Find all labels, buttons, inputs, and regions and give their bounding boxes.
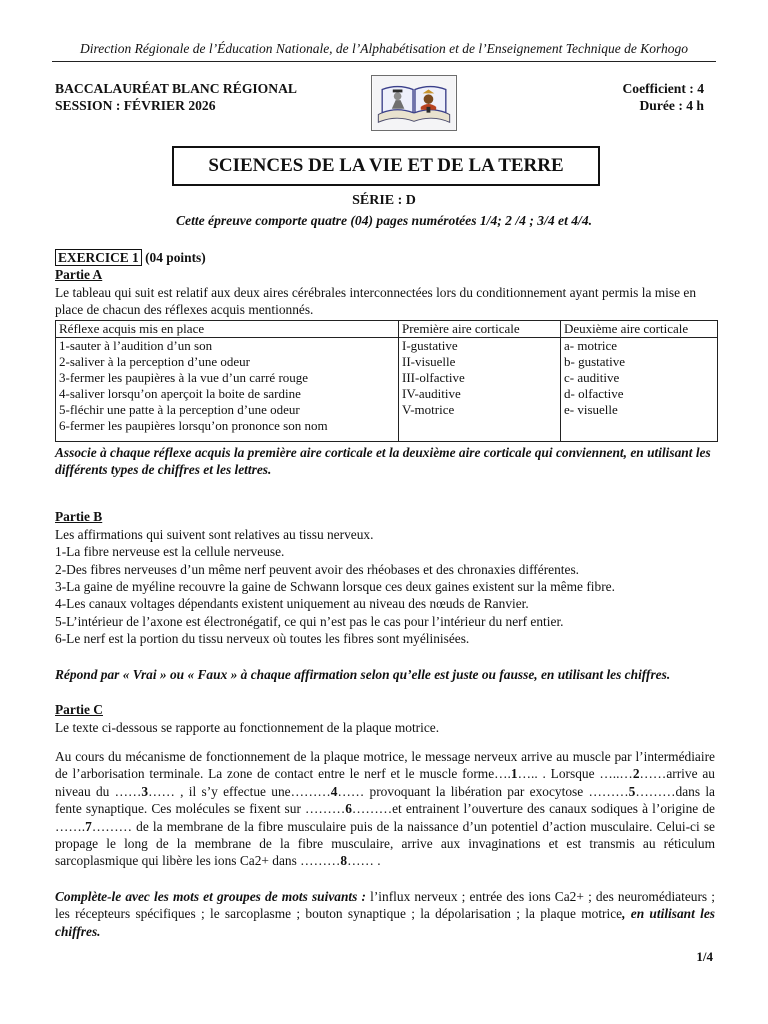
part-c-word-list: l’influx nerveux ; entrée des ions Ca2+ ; des neuromédiateurs ; les récepteurs spécifiques ; le sarcoplasme ; bouton synaptique ; la dépolarisation ; la plaque motrice <box>55 888 716 922</box>
list-item: 3-fermer les paupières à la vue d’un carré rouge <box>59 369 309 385</box>
exercise-1-label: EXERCICE 1 <box>55 249 142 266</box>
exercise-1-points: (04 points) <box>141 250 206 265</box>
list-item: d- olfactive <box>564 385 624 401</box>
part-a-instruction: Associe à chaque réflexe acquis la première aire corticale et la deuxième aire corticale qui conviennent, en utilisant les différents types de chiffres et les lettres. <box>55 444 711 478</box>
list-item: II-visuelle <box>402 353 456 369</box>
part-c-instruction <box>55 888 715 940</box>
ministry-logo <box>371 75 457 131</box>
text-segment: ……… de la membrane de la fibre musculaire puis de la naissance d’un potentiel d’action musculaire. Celui-ci se propage le long de la membrane de la fibre musculaire, arrive aux invaginations et est transmis au réticulum sarcoplasmique qui libère les ions Ca2+ dans ……… <box>55 818 715 869</box>
blank-number: 8 <box>340 853 348 869</box>
text-segment: …… . <box>347 853 381 869</box>
exam-title-line: BACCALAURÉAT BLANC RÉGIONAL <box>55 81 297 96</box>
table-row <box>56 337 718 441</box>
list-item: e- visuelle <box>564 401 618 417</box>
part-c-intro: Le texte ci-dessous se rapporte au fonctionnement de la plaque motrice. <box>55 719 440 735</box>
list-item: 5-fléchir une patte à la perception d’une odeur <box>59 401 300 417</box>
part-b-intro: Les affirmations qui suivent sont relatives au tissu nerveux. <box>55 526 374 542</box>
list-item: V-motrice <box>402 401 455 417</box>
list-item: 5-L’intérieur de l’axone est électronégatif, ce qui n’est pas le cas pour l’intérieur du nerf entier. <box>55 613 564 629</box>
blank-number: 3 <box>141 783 149 799</box>
table-header-row <box>56 320 718 337</box>
part-a-title: Partie A <box>55 267 103 283</box>
blank-number: 7 <box>85 818 92 834</box>
list-item: IV-auditive <box>402 385 461 401</box>
list-item: 3-La gaine de myéline recouvre la gaine de Schwann lorsque ces deux gaines existent sur la même fibre. <box>55 579 615 595</box>
list-item: b- gustative <box>564 353 626 369</box>
list-item: a- motrice <box>564 337 618 353</box>
text-segment: ………dans la fente synaptique. Ces molécules se fixent sur ……… <box>55 783 715 817</box>
list-item: 2-saliver à la perception d’une odeur <box>59 353 250 369</box>
part-c-instruction-tail: , en utilisant les chiffres. <box>55 906 715 939</box>
list-item: I-gustative <box>402 337 458 353</box>
part-a-intro: Le tableau qui suit est relatif aux deux aires cérébrales interconnectées lors du conditionnement ayant permis la mise en place de chacun des réflexes acquis mentionnés. <box>55 284 697 318</box>
table-header: Réflexe acquis mis en place <box>56 320 399 337</box>
part-b-title: Partie B <box>55 509 103 525</box>
table-header: Première aire corticale <box>399 320 561 337</box>
part-c-text <box>55 748 715 870</box>
text-segment: ……arrive au niveau du …… <box>55 766 715 799</box>
session-line: SESSION : FÉVRIER 2026 <box>55 98 216 113</box>
text-segment: …… , il s’y effectue une……… <box>148 783 331 799</box>
list-item: 6-Le nerf est la portion du tissu nerveux où toutes les fibres sont myélinisées. <box>55 631 470 647</box>
serie-label: SÉRIE : D <box>352 193 416 208</box>
blank-number: 6 <box>345 801 352 817</box>
list-item: 4-saliver lorsqu’on aperçoit la boite de sardine <box>59 385 301 401</box>
list-item: 1-sauter à l’audition d’un son <box>59 337 213 353</box>
part-c-instruction-lead: Complète-le avec les mots et groupes de mots suivants : <box>55 888 366 904</box>
list-item: III-olfactive <box>402 369 465 385</box>
table-header: Deuxième aire corticale <box>561 320 718 337</box>
text-segment: Au cours du mécanisme de fonctionnement de la plaque motrice, le message nerveux arrive au muscle par l’intermédiaire de l’arborisation terminale. La zone de contact entre le nerf et le muscle forme…. <box>55 748 715 782</box>
blank-number: 5 <box>628 783 636 799</box>
blank-number: 2 <box>632 766 640 782</box>
list-item: c- auditive <box>564 369 620 385</box>
list-item: 4-Les canaux voltages dépendants existent uniquement au niveau des nœuds de Ranvier. <box>55 596 529 612</box>
reflex-table <box>55 320 718 442</box>
first-area-list-cell <box>399 337 561 441</box>
text-segment: …… provoquant la libération par exocytose ……… <box>337 783 629 799</box>
open-book-emblem-icon <box>372 76 456 130</box>
text-segment: ………et entrainent l’ouverture des canaux sodiques à l’origine de ……. <box>55 801 716 834</box>
blank-number: 4 <box>330 783 338 799</box>
exercise-1-heading <box>55 249 715 266</box>
coefficient: Coefficient : 4 <box>622 81 704 96</box>
reflex-list-cell <box>56 337 399 441</box>
text-segment: ….. . Lorsque …..… <box>517 766 633 782</box>
blank-number: 1 <box>510 766 518 782</box>
part-b-instruction: Répond par « Vrai » ou « Faux » à chaque affirmation selon qu’elle est juste ou fausse, en utilisant les chiffres. <box>55 666 671 682</box>
page-number: 1/4 <box>696 949 713 964</box>
exercise-content <box>55 249 715 940</box>
exam-info <box>55 80 297 114</box>
list-item: 1-La fibre nerveuse est la cellule nerveuse. <box>55 544 285 560</box>
part-c-title: Partie C <box>55 702 103 718</box>
exam-meta <box>622 80 704 114</box>
pages-note: Cette épreuve comporte quatre (04) pages numérotées 1/4; 2 /4 ; 3/4 et 4/4. <box>175 213 593 228</box>
list-item: 2-Des fibres nerveuses d’un même nerf peuvent avoir des rhéobases et des chronaxies différentes. <box>55 561 580 577</box>
list-item: 6-fermer les paupières lorsqu’on prononce son nom <box>59 417 328 433</box>
direction-header: Direction Régionale de l’Éducation Nationale, de l’Alphabétisation et de l’Enseignement Technique de Korhogo <box>52 40 716 62</box>
second-area-list-cell <box>561 337 718 441</box>
subject-title: SCIENCES DE LA VIE ET DE LA TERRE <box>172 146 600 186</box>
duration: Durée : 4 h <box>639 98 704 113</box>
